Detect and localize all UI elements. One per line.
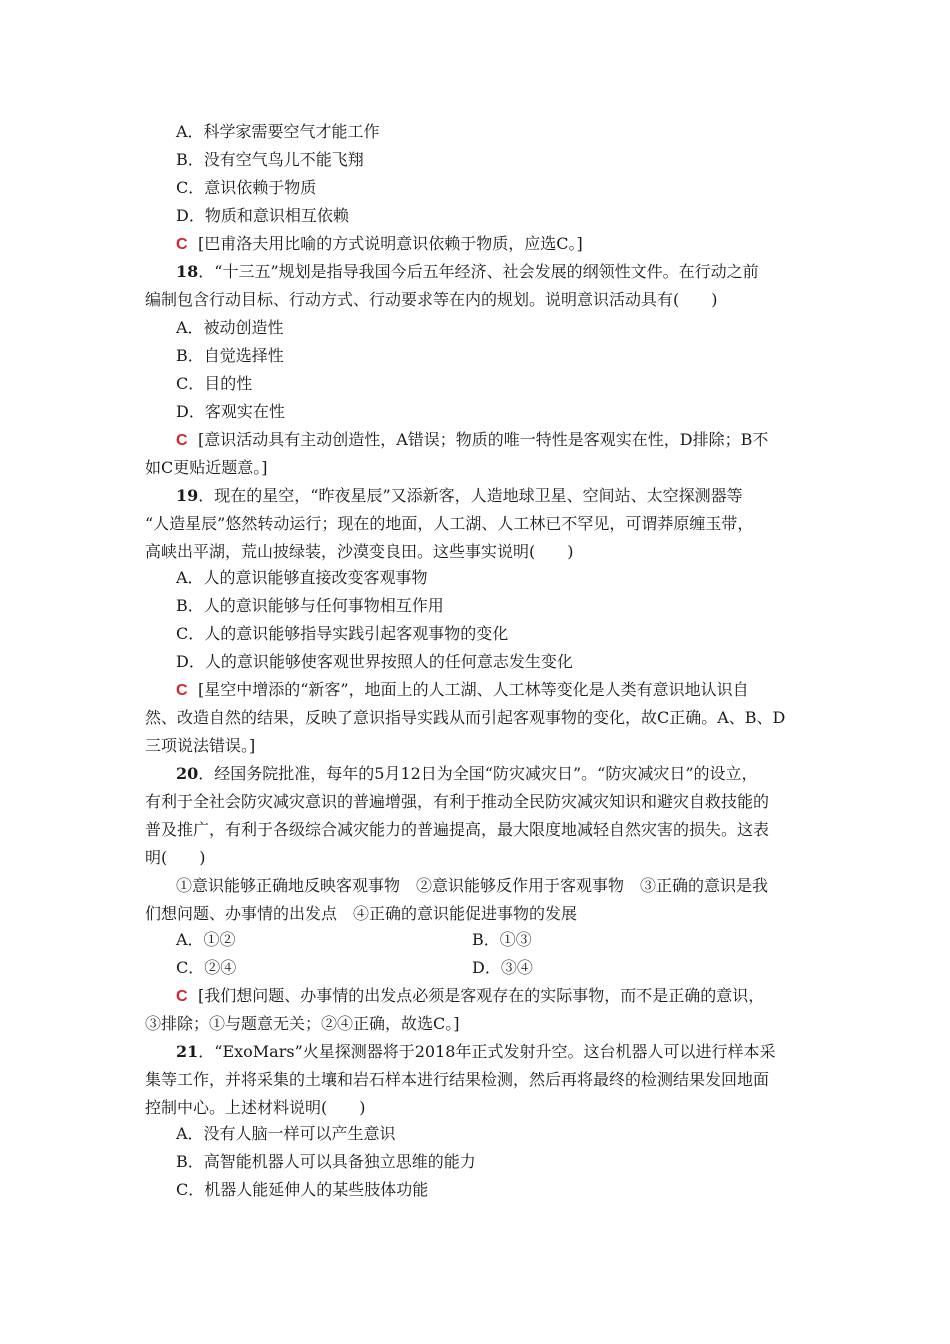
q17-option-a: A．科学家需要空气才能工作 bbox=[176, 122, 380, 141]
answer-explanation: [巴甫洛夫用比喻的方式说明意识依赖于物质，应选C。] bbox=[198, 234, 583, 253]
q18-stem-line-2: 编制包含行动目标、行动方式、行动要求等在内的规划。说明意识活动具有( ) bbox=[145, 290, 718, 309]
q17-answer bbox=[176, 234, 583, 255]
q19-option-d: D．人的意识能够使客观世界按照人的任何意志发生变化 bbox=[176, 652, 573, 671]
answer-explanation: [我们想问题、办事情的出发点必须是客观存在的实际事物，而不是正确的意识， bbox=[198, 986, 765, 1005]
answer-letter: C bbox=[176, 432, 188, 449]
q17-option-c: C．意识依赖于物质 bbox=[176, 178, 317, 197]
answer-letter: C bbox=[176, 682, 188, 699]
stem-line: ．现在的星空，“昨夜星辰”又添新客，人造地球卫星、空间站、太空探测器等 bbox=[198, 486, 743, 505]
q20-stem-line-3: 普及推广，有利于各级综合减灾能力的普遍提高，最大限度地减轻自然灾害的损失。这表 bbox=[145, 820, 770, 839]
q18-option-a: A．被动创造性 bbox=[176, 318, 284, 337]
q21-stem-line-2: 集等工作，并将采集的土壤和岩石样本进行结果检测，然后再将最终的检测结果发回地面 bbox=[145, 1070, 770, 1089]
q19-stem bbox=[176, 486, 743, 506]
stem-line: ．“ExoMars”火星探测器将于2018年正式发射升空。这台机器人可以进行样本采 bbox=[198, 1042, 776, 1061]
q18-stem bbox=[176, 262, 759, 282]
q20-option-b: B．①③ bbox=[472, 930, 532, 949]
q18-option-d: D．客观实在性 bbox=[176, 402, 285, 421]
answer-explanation: [星空中增添的“新客”，地面上的人工湖、人工林等变化是人类有意识地认识自 bbox=[198, 680, 749, 699]
q18-option-c: C．目的性 bbox=[176, 374, 253, 393]
q19-option-b: B．人的意识能够与任何事物相互作用 bbox=[176, 596, 444, 615]
q17-option-d: D．物质和意识相互依赖 bbox=[176, 206, 349, 225]
q20-option-a: A．①② bbox=[176, 930, 236, 949]
q20-option-c: C．②④ bbox=[176, 958, 237, 977]
q20-answer bbox=[176, 986, 764, 1007]
q19-stem-line-3: 高峡出平湖，荒山披绿装，沙漠变良田。这些事实说明( ) bbox=[145, 542, 574, 561]
q20-statements-line-1: ①意识能够正确地反映客观事物 ②意识能够反作用于客观事物 ③正确的意识是我 bbox=[176, 876, 769, 895]
q21-stem bbox=[176, 1042, 775, 1062]
question-number: 19 bbox=[176, 486, 199, 505]
stem-line: ．经国务院批准，每年的5月12日为全国“防灾减灾日”。“防灾减灾日”的设立， bbox=[198, 764, 758, 783]
q21-option-b: B．高智能机器人可以具备独立思维的能力 bbox=[176, 1152, 476, 1171]
question-number: 18 bbox=[176, 262, 199, 281]
q19-stem-line-2: “人造星辰”悠然转动运行；现在的地面，人工湖、人工林已不罕见，可谓莽原缠玉带， bbox=[145, 514, 754, 533]
answer-letter: C bbox=[176, 988, 188, 1005]
q20-statements-line-2: 们想问题、办事情的出发点 ④正确的意识能促进事物的发展 bbox=[145, 904, 578, 923]
q21-option-a: A．没有人脑一样可以产生意识 bbox=[176, 1124, 396, 1143]
question-number: 21 bbox=[176, 1042, 199, 1061]
q21-stem-line-3: 控制中心。上述材料说明( ) bbox=[145, 1098, 366, 1117]
q20-option-d: D．③④ bbox=[472, 958, 533, 977]
q19-answer bbox=[176, 680, 749, 701]
q19-option-a: A．人的意识能够直接改变客观事物 bbox=[176, 568, 428, 587]
q21-option-c: C．机器人能延伸人的某些肢体功能 bbox=[176, 1180, 429, 1199]
answer-explanation: [意识活动具有主动创造性，A错误；物质的唯一特性是客观实在性，D排除；B不 bbox=[198, 430, 769, 449]
question-number: 20 bbox=[176, 764, 199, 783]
answer-letter: C bbox=[176, 236, 188, 253]
q17-option-b: B．没有空气鸟儿不能飞翔 bbox=[176, 150, 364, 169]
q18-answer bbox=[176, 430, 768, 451]
stem-line: ．“十三五”规划是指导我国今后五年经济、社会发展的纲领性文件。在行动之前 bbox=[198, 262, 759, 281]
q19-explanation-line-2: 然、改造自然的结果，反映了意识指导实践从而引起客观事物的变化，故C正确。A、B、D bbox=[145, 708, 786, 727]
q19-explanation-line-3: 三项说法错误。] bbox=[145, 736, 256, 755]
q20-explanation-line-2: ③排除；①与题意无关；②④正确，故选C。] bbox=[145, 1014, 460, 1033]
q20-stem-line-4: 明( ) bbox=[145, 848, 206, 867]
q18-explanation-line-2: 如C更贴近题意。] bbox=[145, 458, 268, 477]
q20-stem bbox=[176, 764, 758, 784]
q18-option-b: B．自觉选择性 bbox=[176, 346, 284, 365]
q20-stem-line-2: 有利于全社会防灾减灾意识的普遍增强，有利于推动全民防灾减灾知识和避灾自救技能的 bbox=[145, 792, 770, 811]
q19-option-c: C．人的意识能够指导实践引起客观事物的变化 bbox=[176, 624, 509, 643]
